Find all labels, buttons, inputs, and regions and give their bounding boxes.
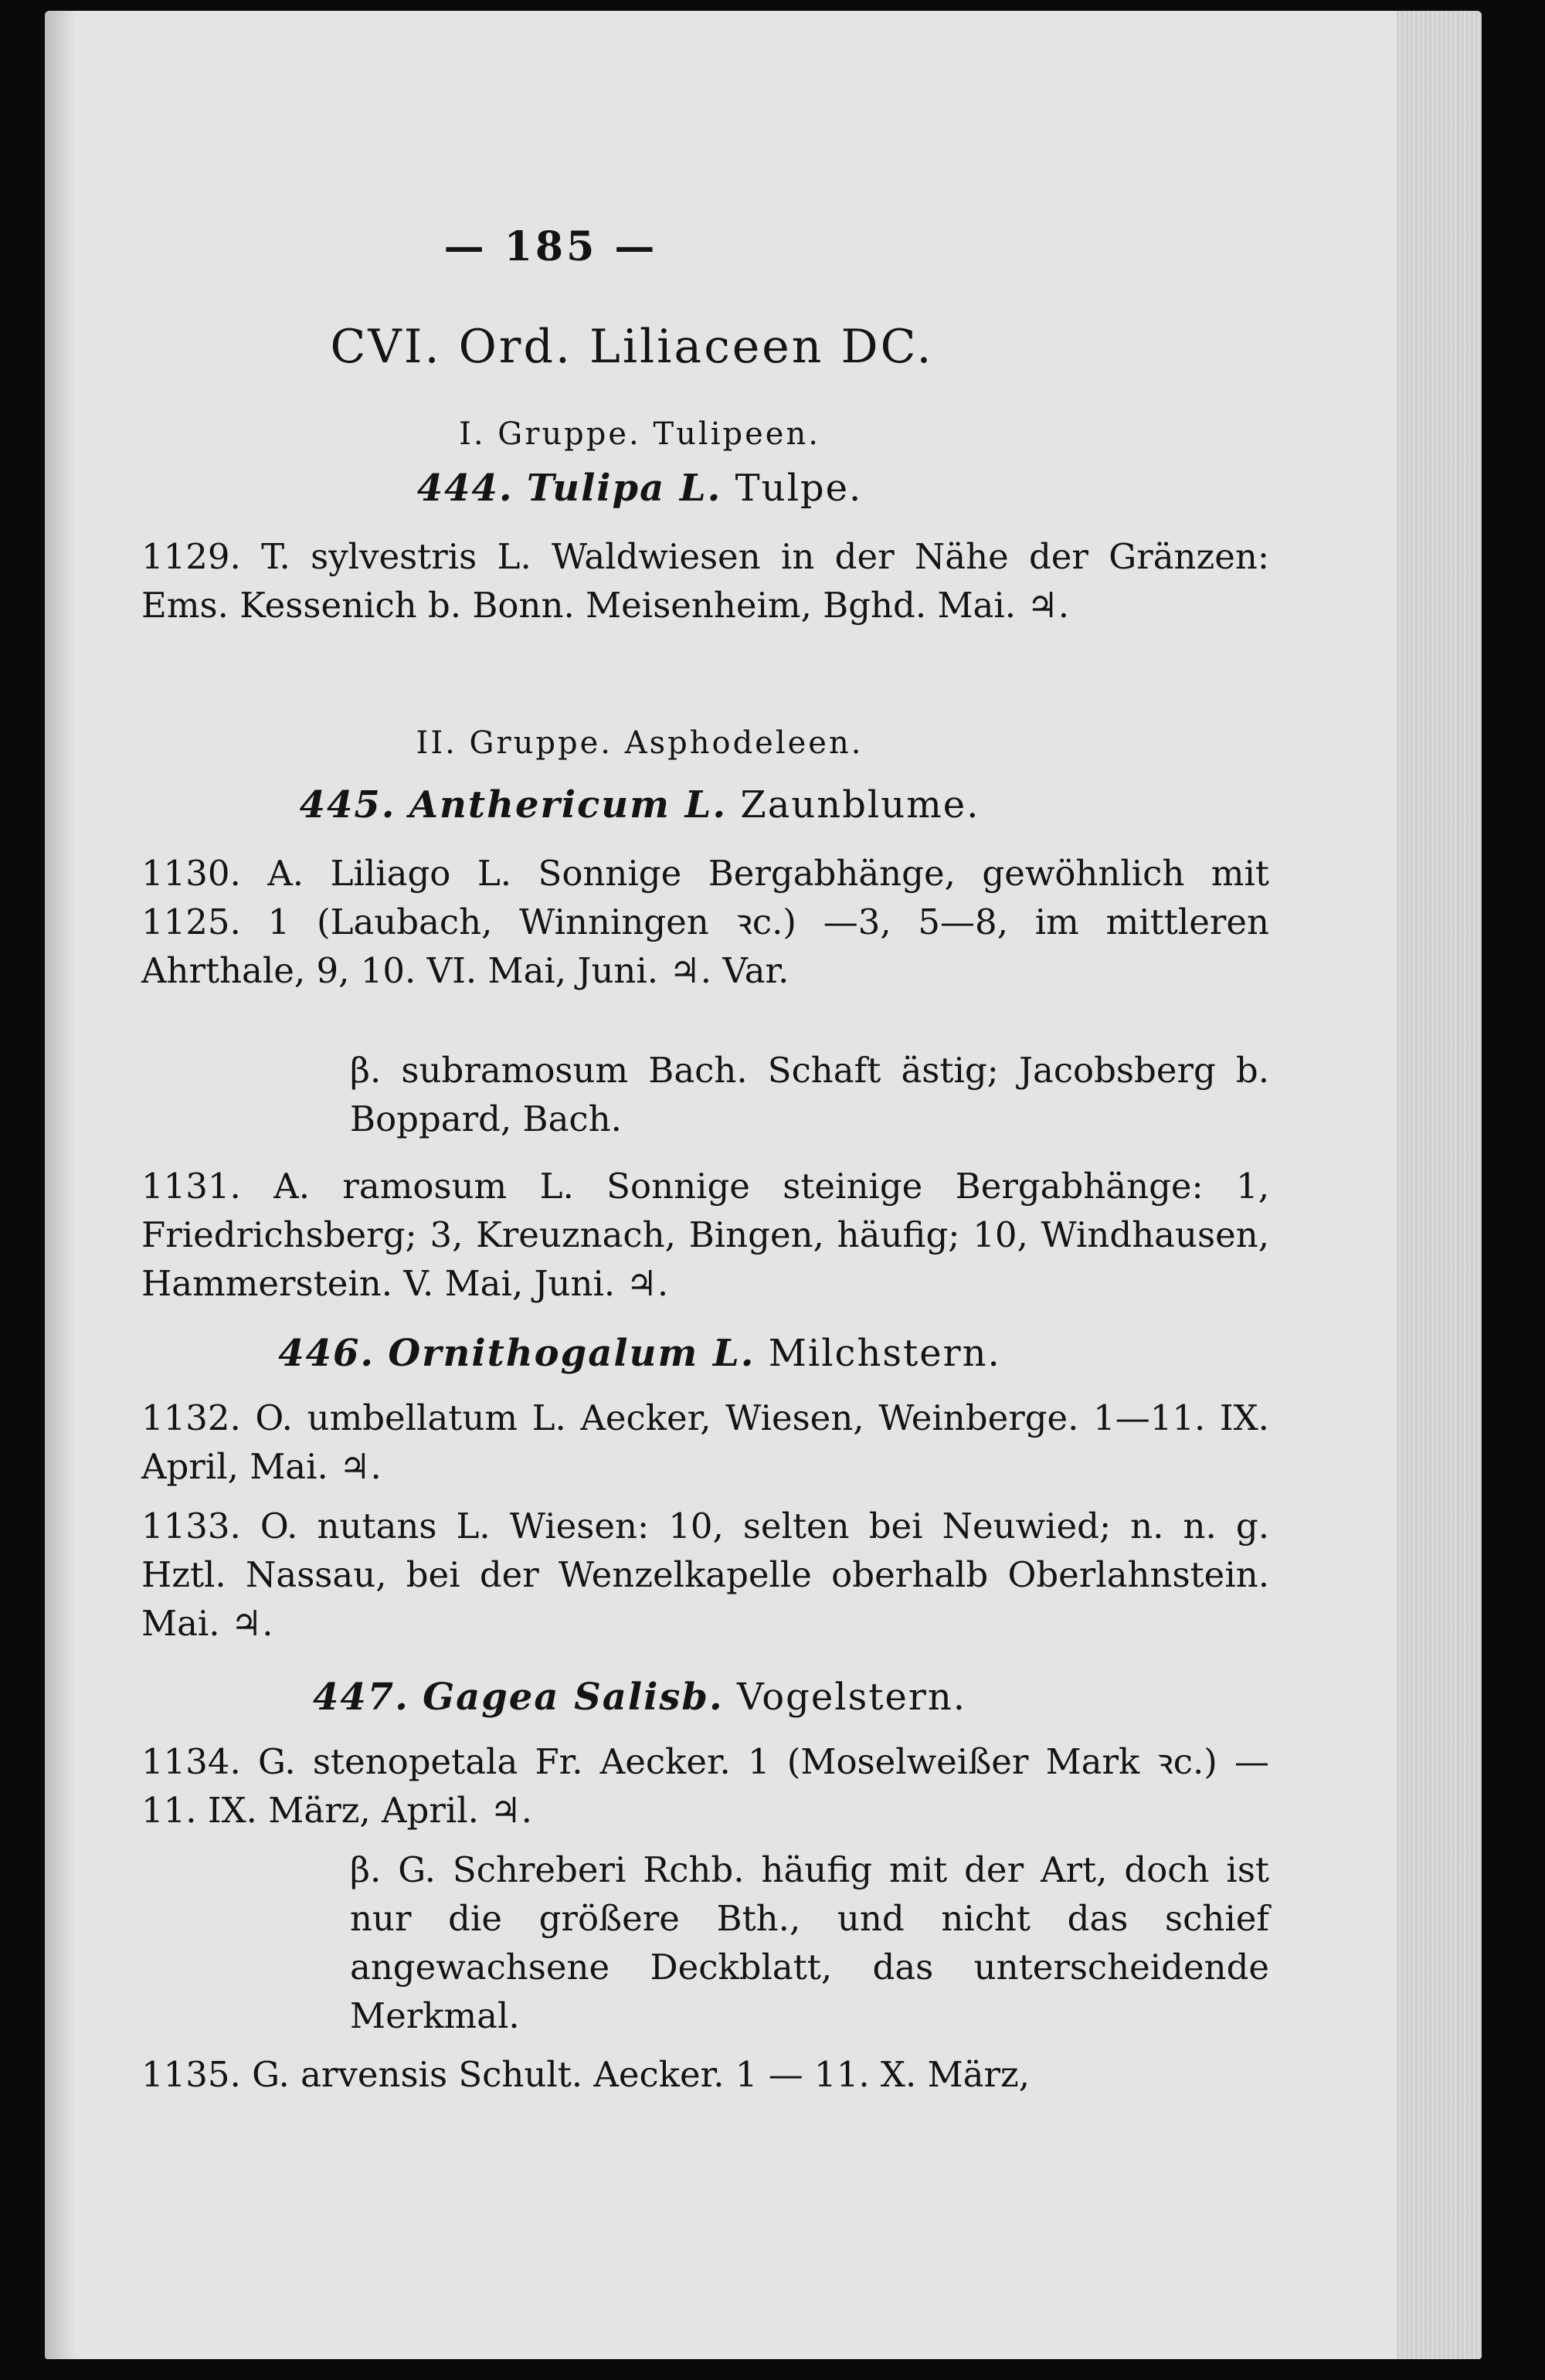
genus-heading-444 bbox=[141, 467, 1138, 510]
group-heading-2 bbox=[141, 725, 1138, 761]
page-number: — 185 — bbox=[443, 223, 658, 270]
page-gutter-shadow bbox=[45, 11, 76, 2359]
entry-1132: 1132. O. umbellatum L. Aecker, Wiesen, Weinberge. 1—11. IX. April, Mai. ♃. bbox=[141, 1397, 1269, 1487]
entry-1131: 1131. A. ramosum L. Sonnige steinige Bergabhänge: 1, Friedrichsberg; 3, Kreuznach, Bingen, häufig; 10, Windhausen, Hammerstein. V. Mai, Juni. ♃. bbox=[141, 1166, 1269, 1304]
group-heading-1 bbox=[141, 416, 1138, 452]
genus-number: 446. bbox=[278, 1332, 375, 1375]
genus-common-name: Milchstern. bbox=[768, 1332, 1001, 1375]
genus-number: 445. bbox=[299, 783, 396, 827]
variety-1134-beta: β. G. Schreberi Rchb. häufig mit der Art, doch ist nur die größere Bth., und nicht das schief angewachsene Deckblatt, das unterscheidende Merkmal. bbox=[350, 1849, 1269, 2036]
genus-common-name: Zaunblume. bbox=[740, 783, 980, 827]
order-heading: CVI. Ord. Liliaceen DC. bbox=[330, 320, 934, 374]
variety-1130-beta: β. subramosum Bach. Schaft ästig; Jacobsberg b. Boppard, Bach. bbox=[350, 1050, 1269, 1139]
group-name: Asphodeleen. bbox=[624, 725, 864, 761]
genus-number: 444. bbox=[416, 467, 514, 510]
genus-heading-447 bbox=[141, 1676, 1138, 1719]
book-page bbox=[45, 11, 1482, 2359]
genus-name: Tulipa L. bbox=[526, 467, 722, 510]
genus-heading-446 bbox=[141, 1332, 1138, 1375]
group-label: I. Gruppe. bbox=[459, 416, 641, 452]
genus-common-name: Tulpe. bbox=[735, 467, 863, 510]
genus-name: Anthericum L. bbox=[409, 783, 728, 827]
genus-common-name: Vogelstern. bbox=[736, 1676, 967, 1719]
genus-number: 447. bbox=[312, 1676, 409, 1719]
entry-1130: 1130. A. Liliago L. Sonnige Bergabhänge, gewöhnlich mit 1125. 1 (Laubach, Winningen ꝛc.) —3, 5—8, im mittleren Ahrthale, 9, 10. VI. Mai, Juni. ♃. Var. bbox=[141, 853, 1269, 991]
genus-name: Ornithogalum L. bbox=[388, 1332, 756, 1375]
entry-1133: 1133. O. nutans L. Wiesen: 10, selten bei Neuwied; n. n. g. Hztl. Nassau, bei der Wenzelkapelle oberhalb Oberlahnstein. Mai. ♃. bbox=[141, 1506, 1269, 1644]
entry-1129: 1129. T. sylvestris L. Waldwiesen in der Nähe der Gränzen: Ems. Kessenich b. Bonn. Meisenheim, Bghd. Mai. ♃. bbox=[141, 536, 1269, 626]
genus-name: Gagea Salisb. bbox=[423, 1676, 724, 1719]
entry-1134: 1134. G. stenopetala Fr. Aecker. 1 (Moselweißer Mark ꝛc.) —11. IX. März, April. ♃. bbox=[141, 1741, 1269, 1831]
page-edges bbox=[1397, 11, 1482, 2359]
group-label: II. Gruppe. bbox=[416, 725, 613, 761]
group-name: Tulipeen. bbox=[653, 416, 820, 452]
genus-heading-445 bbox=[141, 783, 1138, 827]
entry-1135: 1135. G. arvensis Schult. Aecker. 1 — 11. X. März, bbox=[141, 2054, 1031, 2095]
